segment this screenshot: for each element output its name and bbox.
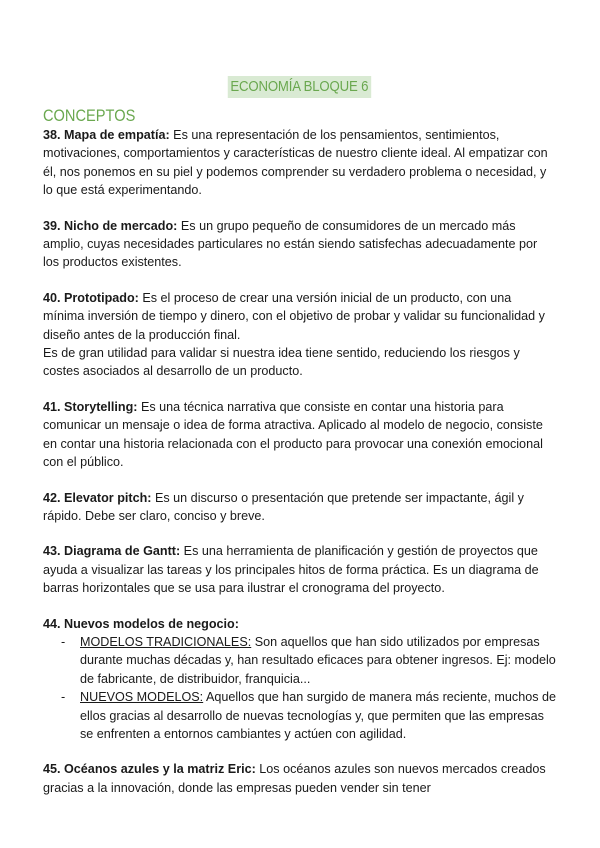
title-wrap	[43, 0, 556, 98]
concept-text: Es una herramienta de planificación y gestión de proyectos que ayuda a visualizar las tareas y los principales hitos de forma práctica. Es un diagrama de barras horizontales que se usa para ilustrar el cronograma del proyecto.	[43, 544, 539, 596]
concept-term: 38. Mapa de empatía:	[43, 128, 170, 142]
concept-term: 39. Nicho de mercado:	[43, 218, 178, 233]
concept-45	[43, 760, 556, 797]
concept-term: 45. Océanos azules y la matriz Eric:	[43, 762, 256, 777]
bullet-label: MODELOS TRADICIONALES:	[80, 634, 252, 649]
concept-extra-text: Es de gran utilidad para validar si nuestra idea tiene sentido, reduciendo los riesgos y costes asociados al desarrollo de un producto.	[43, 346, 520, 379]
concept-term: 42. Elevator pitch:	[43, 490, 152, 505]
concept-41	[43, 398, 556, 472]
document-title: ECONOMÍA BLOQUE 6	[228, 76, 371, 98]
concept-text: Es un grupo pequeño de consumidores de un mercado más amplio, cuyas necesidades particulares no están siendo satisfechas adecuadamente por los productos existentes.	[43, 218, 538, 270]
concept-text: Los océanos azules son nuevos mercados creados gracias a la innovación, donde las empresas pueden vender sin tener	[43, 762, 546, 795]
section-heading: CONCEPTOS	[43, 106, 136, 125]
concept-42	[43, 489, 556, 526]
concept-term: 43. Diagrama de Gantt:	[43, 544, 181, 559]
bullet-text: Aquellos que han surgido de manera más reciente, muchos de ellos gracias al desarrollo de nuevas tecnologías y, que permiten que las empresas se enfrenten a entornos cambiantes y actúen con agilidad.	[80, 690, 557, 741]
models-list	[43, 633, 556, 743]
concept-term: 41. Storytelling:	[43, 399, 138, 414]
bullet-text: Son aquellos que han sido utilizados por empresas durante muchas décadas y, han resultado eficaces para obtener ingresos. Ej: modelo de fabricante, de distribuidor, franquicia...	[80, 634, 556, 686]
concept-text: Es el proceso de crear una versión inicial de un producto, con una mínima inversión de tiempo y dinero, con el objetivo de probar y validar su funcionalidad y diseño antes de la producción final.	[43, 290, 545, 342]
concept-38	[43, 126, 556, 200]
concept-term: 40. Prototipado:	[43, 290, 139, 305]
concept-43	[43, 542, 556, 597]
concept-44	[43, 615, 556, 744]
bullet-label: NUEVOS MODELOS:	[80, 690, 204, 705]
concept-term: 44. Nuevos modelos de negocio:	[43, 616, 239, 631]
concept-text: Es una técnica narrativa que consiste en contar una historia para comunicar un mensaje o idea de forma atractiva. Aplicado al modelo de negocio, consiste en contar una historia relacionada con el producto para provocar una conexión emocional con el público.	[43, 399, 543, 470]
concept-text: Es un discurso o presentación que pretende ser impactante, ágil y rápido. Debe ser claro, conciso y breve.	[43, 490, 524, 523]
list-item	[80, 688, 556, 743]
concept-39	[43, 217, 556, 272]
concept-40	[43, 289, 556, 381]
list-item	[80, 633, 556, 688]
concept-text: Es una representación de los pensamientos, sentimientos, motivaciones, comportamientos y características de nuestro cliente ideal. Al empatizar con él, nos ponemos en su piel y podemos comprender su verdadero problema o necesidad, y lo que está experimentando.	[43, 128, 548, 198]
